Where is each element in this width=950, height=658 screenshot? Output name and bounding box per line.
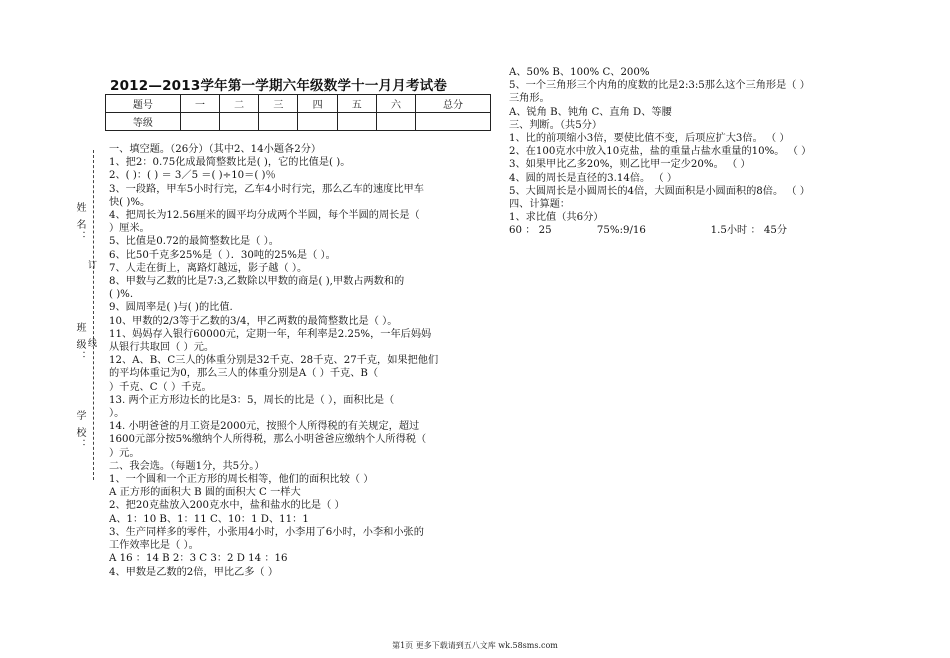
question-line: 4、甲数是乙数的2倍，甲比乙多（ ）	[109, 566, 279, 578]
question-line: 一、填空题。（26分）（其中2、14小题各2分）	[109, 144, 322, 155]
question-line: A 16 ：14 B 2：3 C 3：2 D 14 ：16	[109, 553, 288, 565]
right-column	[509, 66, 899, 238]
question-line: 1600元部分按5%缴纳个人所得税，那么小明爸爸应缴纳个人所得税（	[109, 434, 427, 446]
question-line: A、50% B、100% C、200%	[509, 67, 650, 78]
grade-cell	[376, 113, 415, 131]
ratio-problems-row: 60 ： 25 75%:9/16 1.5小时 ： 45分	[509, 225, 788, 237]
grade-cell	[180, 113, 219, 131]
grade-cell	[259, 113, 298, 131]
question-line: 14. 小明爸爸的月工资是2000元，按照个人所得税的有关规定，超过	[109, 421, 420, 433]
question-line: 7、人走在街上，离路灯越远，影子越（ ）。	[109, 262, 308, 274]
question-line: A、锐角 B、钝角 C、直角 D、等腰	[509, 106, 672, 118]
question-line: 3、一段路，甲车5小时行完，乙车4小时行完，那么乙车的速度比甲车	[109, 183, 424, 195]
grade-cell	[298, 113, 337, 131]
question-line: 10、甲数的2/3等于乙数的3/4，甲乙两数的最简整数比是（ ）。	[109, 315, 398, 327]
question-line: 三角形。	[509, 93, 550, 105]
question-line: 8、甲数与乙数的比是7:3,乙数除以甲数的商是( ),甲数占两数和的	[109, 276, 405, 288]
question-line: A 正方形的面积大 B 圆的面积大 C 一样大	[109, 487, 301, 499]
question-line: 2、把20克盐放入200克水中，盐和盐水的比是（ ）	[109, 500, 345, 512]
question-line: 9、圆周率是( )与( )的比值.	[109, 302, 233, 314]
score-table	[105, 94, 491, 131]
question-line: 4、圆的周长是直径的3.14倍。 （ ）	[509, 172, 678, 184]
grade-label-cell: 等级	[106, 113, 181, 131]
question-line: 1、比的前项缩小3倍，要使比值不变，后项应扩大3倍。 （ ）	[509, 133, 790, 145]
score-table-grade-row	[106, 113, 491, 131]
page-footer: 第1页 更多下载请到五八文库 wk.58sms.com	[392, 641, 558, 650]
question-line: A、1：10 B、1：11 C、10：1 D、11：1	[109, 513, 309, 525]
question-line: 二、我会选。（每题1分，共5分。）	[109, 460, 265, 472]
question-line: 1、一个圆和一个正方形的周长相等，他们的面积比较（ ）	[109, 474, 374, 486]
score-header-cell: 三	[259, 95, 298, 113]
question-line: 1、求比值（共6分）	[509, 212, 604, 224]
score-header-cell: 五	[337, 95, 376, 113]
question-line: 从银行共取回（ ）元。	[109, 342, 215, 354]
score-table-header-row	[106, 95, 491, 113]
score-header-cell: 一	[180, 95, 219, 113]
grade-cell	[337, 113, 376, 131]
exam-title: 2012—2013学年第一学期六年级数学十一月月考试卷	[110, 78, 448, 94]
left-column	[109, 143, 493, 579]
score-header-cell: 题号	[106, 95, 181, 113]
question-line: 5、一个三角形三个内角的度数的比是2:3:5那么这个三角形是（ ）	[509, 80, 810, 92]
question-line: 3、如果甲比乙多20%，则乙比甲一定少20%。 （ ）	[509, 159, 751, 171]
binding-mark-xian: 线	[88, 339, 98, 349]
question-line: ）。	[109, 408, 125, 420]
question-line: 1、把2：0.75化成最简整数比是( )，它的比值是( )。	[109, 157, 351, 169]
name-label: 姓 名：	[74, 202, 85, 244]
question-line: ）厘米。	[109, 223, 150, 235]
question-line: 6、比50千克多25%是（ ）．30吨的25%是（ ）。	[109, 249, 336, 261]
score-header-cell: 总分	[416, 95, 491, 113]
question-line: 2、在100克水中放入10克盐，盐的重量占盐水重量的10%。 （ ）	[509, 146, 812, 158]
binding-mark-ding: 订	[88, 261, 98, 271]
question-line: 快( )%。	[109, 196, 151, 208]
question-line: ( )%.	[109, 289, 134, 301]
question-line: 4、把周长为12.56厘米的圆平均分成两个半圆，每个半圆的周长是（	[109, 210, 420, 222]
question-line: 13. 两个正方形边长的比是3：5，周长的比是（ ），面积比是（	[109, 394, 395, 406]
question-line: 2、( )：( ) ＝ 3／5 ＝( )÷10＝( )％	[109, 170, 276, 182]
score-header-cell: 六	[376, 95, 415, 113]
question-line: ）千克、C（ ）千克。	[109, 381, 212, 393]
grade-cell	[220, 113, 259, 131]
question-line: 5、比值是0.72的最简整数比是（ ）。	[109, 236, 279, 248]
question-line: 11、妈妈存入银行60000元，定期一年，年利率是2.25%，一年后妈妈	[109, 328, 432, 340]
binding-dashed-line	[93, 150, 94, 480]
grade-cell	[416, 113, 491, 131]
class-label: 班 级：	[74, 322, 85, 364]
question-line: 的平均体重记为0，那么三人的体重分别是A（ ）千克、B（	[109, 368, 379, 380]
score-header-cell: 四	[298, 95, 337, 113]
question-line: 3、生产同样多的零件，小张用4小时，小李用了6小时，小李和小张的	[109, 526, 424, 538]
question-line: 5、大圆周长是小圆周长的4倍，大圆面积是小圆面积的8倍。 （ ）	[509, 185, 810, 197]
question-line: 四、计算题：	[509, 199, 571, 211]
school-label: 学 校：	[74, 410, 85, 452]
score-header-cell: 二	[220, 95, 259, 113]
question-line: 三、判断。（共5分）	[509, 119, 603, 131]
question-line: 12、A、B、C三人的体重分别是32千克、28千克、27千克，如果把他们	[109, 355, 439, 367]
question-line: 工作效率比是（ ）。	[109, 540, 199, 552]
question-line: ）元。	[109, 447, 140, 459]
